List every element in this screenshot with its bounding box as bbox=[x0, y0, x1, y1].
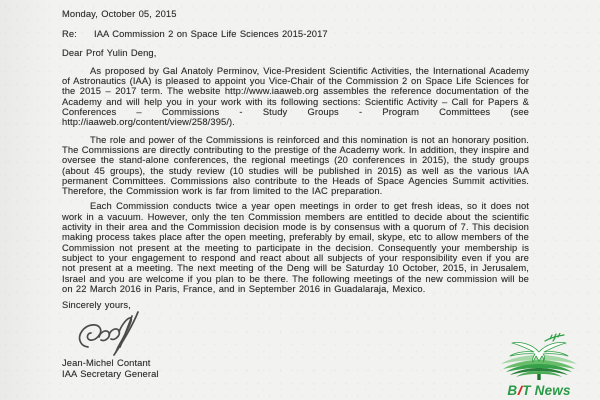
paragraph-meetings: Each Commission conducts twice a year open meetings in order to get fresh ideas, so it does not work in a vacuum. However, only the ten Commission members are entitled to decide about the scientific activity in their area and the Commission decision mode is by consensus with a quorum of 7. This decision making process takes place after the open meeting, preferably by email, skype, etc to allow members of the Commission not present at the meeting to participate in the decision. Consequently your membership is subject to your engagement to respond and react about all subjects of your responsibility even if you are not present at a meeting. The next meeting of the Deng will be Saturday 10 October, 2015, in Jerusalem, Israel and you are welcome if you plan to be there. The following meetings of the new commission will be on 22 March 2016 in Paris, France, and in September 2016 in Guadalaraja, Mexico. bbox=[62, 200, 529, 294]
signer-title: IAA Secretary General bbox=[62, 368, 159, 380]
salutation: Dear Prof Yulin Deng, bbox=[62, 46, 157, 58]
wordmark-letter-b: B bbox=[507, 383, 518, 398]
signature-block bbox=[62, 358, 529, 379]
signer-name: Jean-Michel Contant bbox=[62, 357, 151, 369]
paragraph-commission-role: The role and power of the Commissions is reinforced and this nomination is not an honorary position. The Commissions are directly contributing to the prestige of the Academy work. In addition, they inspire and oversee the stand-alone conferences, the regional meetings (20 conferences in 2015), the study groups (about 45 groups), the study review (10 studies will be published in 2015) as well as the various IAA permanent Committees. Commissions also contribute to the Heads of Space Agencies Summit activities. Therefore, the Commission work is far from limited to the IAC preparation. bbox=[62, 133, 529, 197]
subject-line bbox=[62, 29, 529, 39]
dove-tree-icon bbox=[497, 333, 581, 380]
signature-scribble bbox=[72, 311, 529, 358]
letter-date: Monday, October 05, 2015 bbox=[62, 8, 177, 19]
subject-text: IAA Commission 2 on Space Life Sciences 2015-2017 bbox=[94, 28, 328, 40]
re-label: Re: bbox=[62, 28, 77, 40]
bit-news-wordmark bbox=[496, 384, 582, 398]
letter-page bbox=[62, 9, 529, 380]
closing: Sincerely yours, bbox=[62, 299, 131, 311]
bit-news-logo bbox=[496, 333, 582, 398]
wordmark-letter-i: I bbox=[516, 383, 524, 398]
paragraph-appointment: As proposed by Gal Anatoly Perminov, Vice-President Scientific Activities, the International Academy of Astronautics (IAA) is pleased to appoint you Vice-Chair of the Commission 2 on Space Life Sciences for the 2015 – 2017 term. The website http://www.iaaweb.org assembles the reference documentation of the Academy and will help you in your work with its following sections: Scientific Activity – Call for Papers & Conferences – Commissions - Study Groups - Program Committees (see http://iaaweb.org/content/view/258/395/). bbox=[62, 64, 529, 128]
handwritten-signature-icon bbox=[72, 311, 146, 358]
wordmark-rest: T News bbox=[522, 383, 571, 398]
